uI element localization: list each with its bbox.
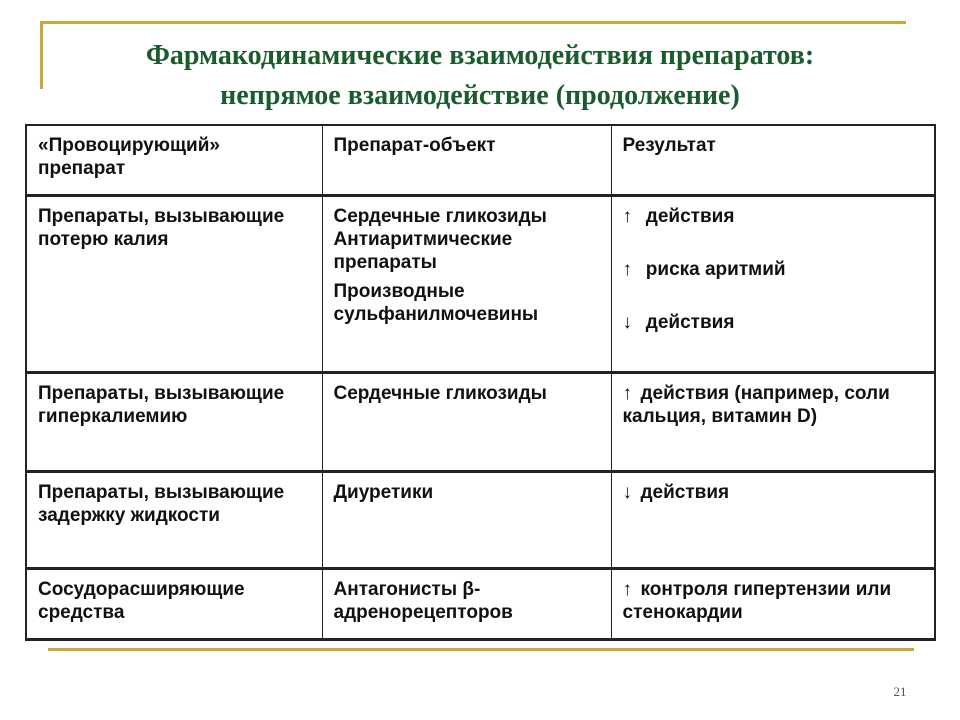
arrow-up-icon: ↑ <box>622 259 632 280</box>
result-text: действия <box>645 312 735 333</box>
arrow-up-icon: ↑ <box>622 206 632 227</box>
page-number: 21 <box>893 684 907 699</box>
object-item: Антагонисты β-адренорецепторов <box>333 579 513 623</box>
result-cell <box>611 196 935 373</box>
trigger-cell: Препараты, вызывающие задержку жидкости <box>26 472 322 569</box>
result-text: действия <box>640 482 730 503</box>
object-item: Производные сульфанилмочевины <box>333 281 539 325</box>
trigger-cell: Препараты, вызывающие потерю калия <box>26 196 322 373</box>
object-item: Антиаритмические препараты <box>333 229 513 273</box>
table-row <box>26 196 935 373</box>
object-item: Сердечные гликозиды <box>333 383 547 404</box>
result-cell <box>611 472 935 569</box>
arrow-down-icon: ↓ <box>622 482 632 503</box>
object-item: Диуретики <box>333 482 434 503</box>
title-line-1: Фармакодинамические взаимодействия препаратов: <box>145 40 815 71</box>
arrow-up-icon: ↑ <box>622 579 632 600</box>
result-text: действия (например, соли кальция, витамин D) <box>622 383 890 427</box>
table-header-row <box>26 125 935 196</box>
title-line-2: непрямое взаимодействие (продолжение) <box>220 80 740 111</box>
arrow-up-icon: ↑ <box>622 383 632 404</box>
trigger-cell: Препараты, вызывающие гиперкалиемию <box>26 373 322 472</box>
arrow-down-icon: ↓ <box>622 312 632 333</box>
interaction-table <box>25 124 936 641</box>
decorative-top-line <box>40 21 906 24</box>
slide-title <box>40 36 920 116</box>
result-text: действия <box>645 206 735 227</box>
result-text: риска аритмий <box>645 259 786 280</box>
decorative-bottom-line <box>48 648 914 651</box>
header-trigger-drug: «Провоцирующий» препарат <box>26 125 322 196</box>
table-row <box>26 569 935 640</box>
result-item <box>623 258 923 281</box>
result-item <box>623 311 923 334</box>
result-text: контроля гипертензии или стенокардии <box>622 579 892 623</box>
result-cell <box>611 569 935 640</box>
object-item: Сердечные гликозиды <box>333 206 547 227</box>
object-cell <box>322 373 611 472</box>
result-item <box>623 205 923 228</box>
header-result: Результат <box>611 125 935 196</box>
table-row <box>26 472 935 569</box>
object-cell <box>322 472 611 569</box>
object-cell <box>322 569 611 640</box>
trigger-cell: Сосудорасширяющие средства <box>26 569 322 640</box>
object-cell <box>322 196 611 373</box>
header-object-drug: Препарат-объект <box>322 125 611 196</box>
result-cell <box>611 373 935 472</box>
table-row <box>26 373 935 472</box>
